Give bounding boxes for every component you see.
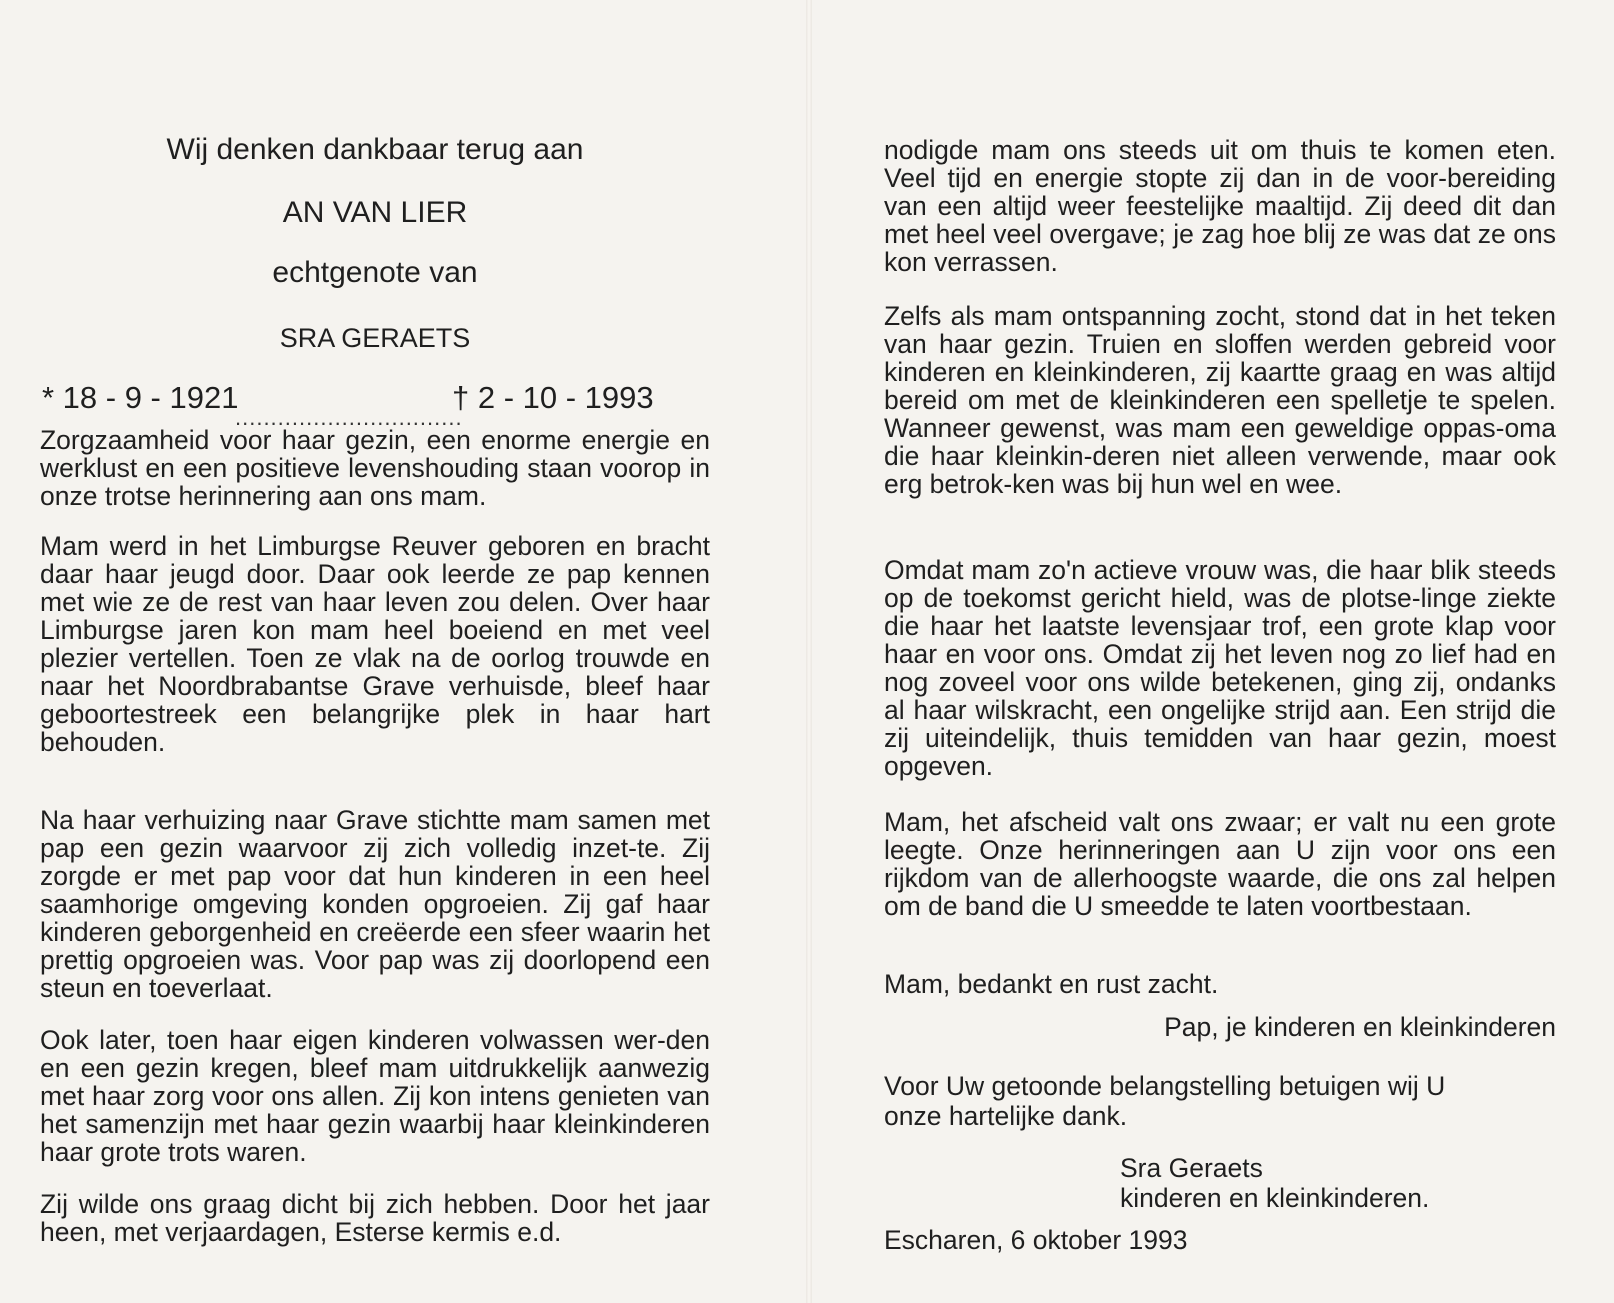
family-signature: Pap, je kinderen en kleinkinderen	[1164, 1012, 1556, 1042]
death-date: † 2 - 10 - 1993	[452, 380, 654, 415]
paragraph: Na haar verhuizing naar Grave stichtte mam samen met pap een gezin waarvoor zij zich volledig inzet-te. Zij zorgde er met pap voor dat hun kinderen in een heel saamhorige omgeving konden opgroeien. Zij gaf haar kinderen geborgenheid en creëerde een sfeer waarin het prettig opgroeien was. Voor pap was zij doorlopend een steun en toeverlaat.	[40, 805, 710, 1003]
paragraph: nodigde mam ons steeds uit om thuis te komen eten. Veel tijd en energie stopte zij dan in de voor-bereiding van een altijd weer feestelijke maaltijd. Zij deed dit dan met heel veel overgave; je zag hoe blij ze was dat ze ons kon verrassen.	[884, 135, 1556, 277]
card-fold	[806, 0, 812, 1303]
signatory-name: Sra Geraets	[1120, 1153, 1263, 1183]
deceased-name: AN VAN LIER	[282, 196, 468, 229]
paragraph: Mam, het afscheid valt ons zwaar; er valt nu een grote leegte. Onze herinneringen aan U zijn voor ons een rijkdom van de allerhoogste waarde, die ons zal helpen om de band die U smeedde te laten voortbestaan.	[884, 807, 1556, 921]
spouse-name: SRA GERAETS	[279, 323, 471, 353]
birth-date: * 18 - 9 - 1921	[42, 380, 239, 415]
paragraph: Ook later, toen haar eigen kinderen volwassen wer-den en een gezin kregen, bleef mam uitdrukkelijk aanwezig met haar zorg voor ons allen. Zij kon intens genieten van het samenzijn met haar gezin waarbij haar kleinkinderen haar grote trots waren.	[40, 1025, 710, 1167]
paragraph: Zorgzaamheid voor haar gezin, een enorme energie en werklust en een positieve levenshouding staan voorop in onze trotse herinnering aan ons mam.	[40, 425, 710, 511]
intro-line: Wij denken dankbaar terug aan	[166, 133, 584, 166]
paragraph: Zelfs als mam ontspanning zocht, stond dat in het teken van haar gezin. Truien en sloffen werden gebreid voor kinderen en kleinkinderen, zij kaartte graag en was altijd bereid om met de kleinkinderen een spelletje te spelen. Wanneer gewenst, was mam een geweldige oppas-oma die haar kleinkin-deren niet alleen verwende, maar ook erg betrok-ken was bij hun wel en wee.	[884, 301, 1556, 499]
place-date: Escharen, 6 oktober 1993	[884, 1225, 1188, 1255]
dotted-divider: ................................	[235, 405, 463, 430]
paragraph: Omdat mam zo'n actieve vrouw was, die haar blik steeds op de toekomst gericht hield, was de plotse-linge ziekte die haar het laatste levensjaar trof, een grote klap voor haar en voor ons. Omdat zij het leven nog zo lief had en nog zoveel voor ons wilde betekenen, ging zij, ondanks al haar wilskracht, een ongelijke strijd aan. Een strijd die zij uiteindelijk, thuis temidden van haar gezin, moest opgeven.	[884, 555, 1556, 781]
farewell-line: Mam, bedankt en rust zacht.	[884, 969, 1219, 999]
paragraph: Mam werd in het Limburgse Reuver geboren en bracht daar haar jeugd door. Daar ook leerde ze pap kennen met wie ze de rest van haar leven zou delen. Over haar Limburgse jaren kon mam heel boeiend en met veel plezier vertellen. Toen ze vlak na de oorlog trouwde en naar het Noordbrabantse Grave verhuisde, bleef haar geboortestreek een belangrijke plek in haar hart behouden.	[40, 531, 710, 757]
signatory-family: kinderen en kleinkinderen.	[1120, 1183, 1430, 1213]
paragraph: Zij wilde ons graag dicht bij zich hebben. Door het jaar heen, met verjaardagen, Esterse kermis e.d.	[40, 1189, 710, 1247]
spouse-label: echtgenote van	[272, 256, 478, 289]
thanks-line: onze hartelijke dank.	[884, 1101, 1128, 1131]
thanks-line: Voor Uw getoonde belangstelling betuigen wij U	[884, 1071, 1446, 1101]
